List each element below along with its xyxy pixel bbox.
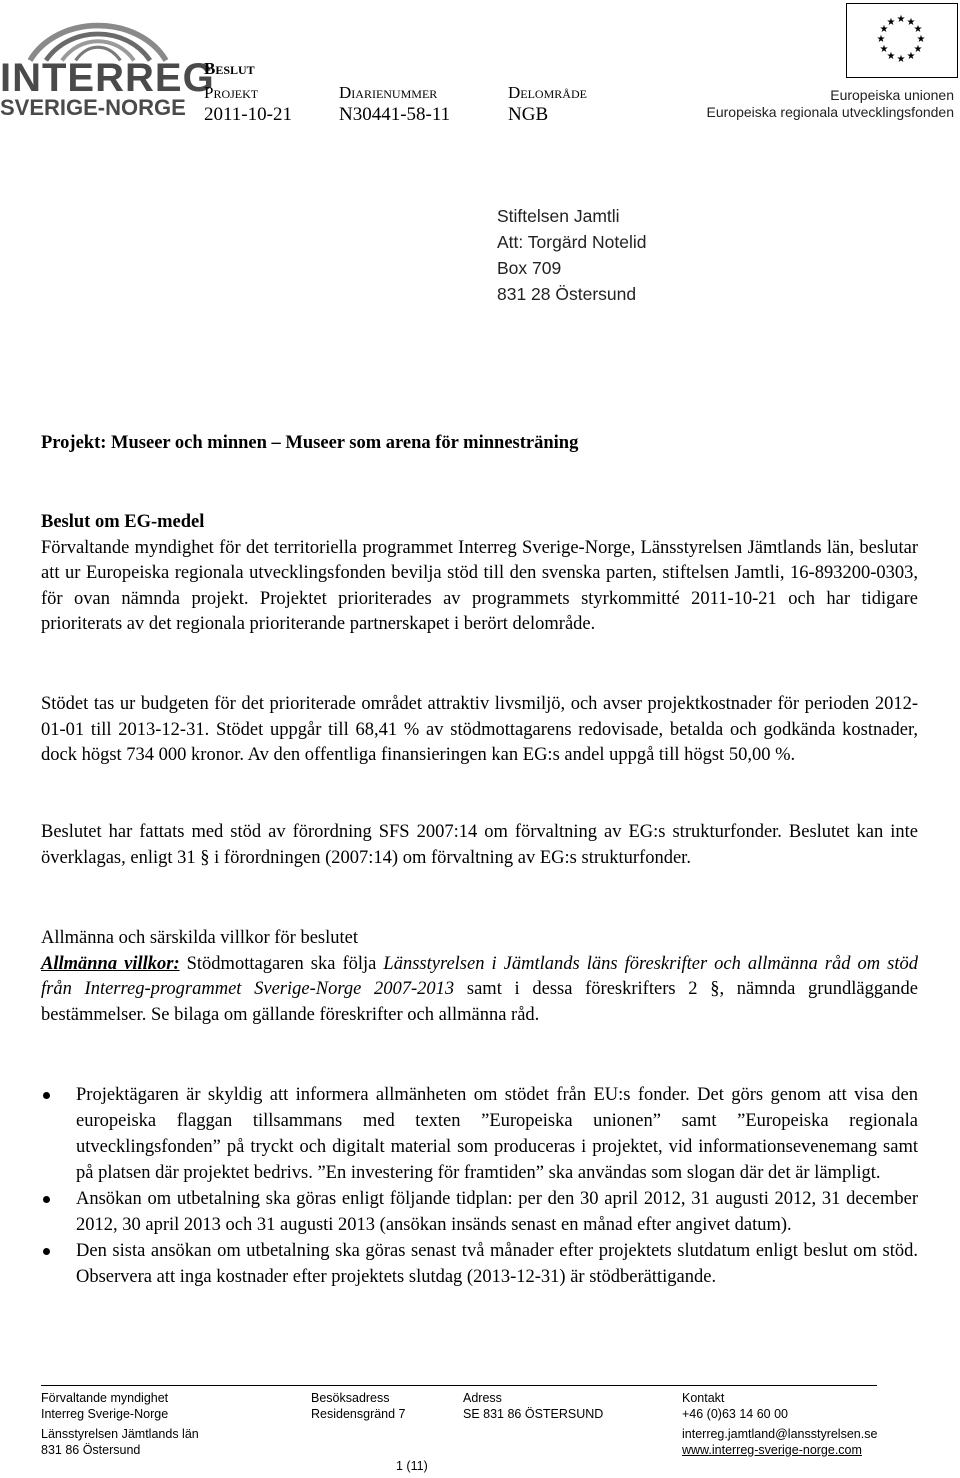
header-decision-block bbox=[204, 58, 292, 126]
recipient-line-3: Box 709 bbox=[497, 258, 562, 278]
conditions-text-b: samt i dessa föreskrifters 2 §, nämnda grundläggande bestämmelser. Se bilaga om gällande föreskrifter och allmänna råd. bbox=[41, 979, 918, 1025]
section-decision-paragraph: Förvaltande myndighet för det territoriella programmet Interreg Sverige-Norge, Länsstyrelsen Jämtlands län, beslutar att ur Europeiska regionala utvecklingsfonden bevilja stöd till den svenska parten, stiftelsen Jamtli, 16-893200-0303, för ovan nämnda projekt. Projektet prioriterades av programmets styrkommitté 2011-10-21 och har tidigare prioriterats av det regionala prioriterande partnerskapet i berört delområde. bbox=[41, 537, 918, 634]
delomrade-label: Delområde bbox=[508, 83, 587, 102]
decision-date: 2011-10-21 bbox=[204, 104, 292, 125]
svg-text:★: ★ bbox=[896, 14, 906, 25]
bullet-icon bbox=[43, 1196, 50, 1203]
svg-text:★: ★ bbox=[879, 44, 889, 55]
diarie-value: N30441-58-11 bbox=[339, 104, 451, 125]
logo-name: INTERREG bbox=[0, 56, 215, 100]
conditions-section bbox=[41, 926, 918, 1028]
bullet-icon bbox=[43, 1092, 50, 1099]
footer-postal bbox=[463, 1390, 603, 1422]
conditions-paragraph bbox=[41, 952, 918, 1029]
svg-text:★: ★ bbox=[906, 51, 916, 62]
project-label: Projekt bbox=[204, 83, 259, 102]
footer-visit-address: Residensgränd 7 bbox=[311, 1407, 406, 1421]
footer-visit-label: Besöksadress bbox=[311, 1391, 390, 1405]
footer-visit bbox=[311, 1390, 406, 1422]
recipient-line-2: Att: Torgärd Notelid bbox=[497, 232, 647, 252]
footer-website-link[interactable]: www.interreg-sverige-norge.com bbox=[682, 1443, 862, 1457]
eu-line-2: Europeiska regionala utvecklingsfonden bbox=[706, 104, 954, 120]
page-number: 1 (11) bbox=[396, 1459, 428, 1473]
svg-text:★: ★ bbox=[906, 17, 916, 28]
eu-flag-icon bbox=[846, 3, 958, 78]
eu-line-1: Europeiska unionen bbox=[830, 87, 954, 103]
svg-text:★: ★ bbox=[876, 34, 886, 45]
section-decision-heading: Beslut om EG-medel bbox=[41, 512, 205, 532]
footer-contact-label: Kontakt bbox=[682, 1391, 725, 1405]
recipient-address bbox=[497, 203, 646, 307]
footer-postal-label: Adress bbox=[463, 1391, 502, 1405]
recipient-line-1: Stiftelsen Jamtli bbox=[497, 206, 620, 226]
svg-text:★: ★ bbox=[886, 51, 896, 62]
footer-email[interactable]: interreg.jamtland@lansstyrelsen.se bbox=[682, 1427, 878, 1441]
eu-stars-icon bbox=[847, 4, 956, 76]
logo-subtitle: SVERIGE-NORGE bbox=[0, 95, 186, 120]
delomrade-value: NGB bbox=[508, 104, 549, 125]
recipient-line-4: 831 28 Östersund bbox=[497, 284, 637, 304]
interreg-logo bbox=[0, 0, 215, 125]
project-title: Projekt: Museer och minnen – Museer som arena för minnesträning bbox=[41, 433, 579, 453]
footer-divider bbox=[41, 1385, 877, 1386]
eu-caption bbox=[707, 87, 955, 121]
footer-authority-label: Förvaltande myndighet bbox=[41, 1391, 169, 1405]
svg-text:★: ★ bbox=[879, 24, 889, 35]
doc-type: Beslut bbox=[204, 59, 255, 78]
svg-text:★: ★ bbox=[886, 17, 896, 28]
list-item-text: Ansökan om utbetalning ska göras enligt följande tidplan: per den 30 april 2012, 31 augusti 2012, 31 december 2012, 30 april 2013 och 31 augusti 2013 (ansökan insänds senast en månad efter angivet datum). bbox=[76, 1189, 918, 1235]
footer-website-wrap bbox=[682, 1442, 877, 1458]
list-item-text: Projektägaren är skyldig att informera allmänheten om stödet från EU:s fonder. Det görs genom att visa den europeiska flaggan tillsammans med texten ”Europeiska unionen” samt ”Europeiska regionala utvecklingsfonden” på tryckt och digitalt material som produceras i projektet, vid informationsevenemang samt på platsen där projektet bedrivs. ”En investering för framtiden” ska användas som slogan där det är lämpligt. bbox=[76, 1085, 918, 1183]
logo-arc-icon bbox=[12, 14, 184, 62]
footer-phone: +46 (0)63 14 60 00 bbox=[682, 1407, 788, 1421]
header-diarie-block bbox=[339, 82, 450, 126]
conditions-text-a: Stödmottagaren ska följa bbox=[179, 953, 384, 974]
header-delomrade-block bbox=[508, 82, 587, 126]
footer-authority bbox=[41, 1390, 199, 1458]
footer-authority-org: Länsstyrelsen Jämtlands län bbox=[41, 1427, 199, 1441]
section-decision bbox=[41, 510, 918, 638]
legal-paragraph: Beslutet har fattats med stöd av förordning SFS 2007:14 om förvaltning av EG:s strukturfonder. Beslutet kan inte överklagas, enligt 31 § i förordningen (2007:14) om förvaltning av EG:s strukturfonder. bbox=[41, 822, 918, 868]
footer-postal-address: SE 831 86 ÖSTERSUND bbox=[463, 1407, 604, 1421]
conditions-list bbox=[41, 1082, 918, 1290]
svg-text:★: ★ bbox=[913, 44, 923, 55]
conditions-heading: Allmänna och särskilda villkor för beslutet bbox=[41, 928, 358, 948]
footer-authority-name: Interreg Sverige-Norge bbox=[41, 1407, 169, 1421]
svg-text:★: ★ bbox=[913, 24, 923, 35]
diarie-label: Diarienummer bbox=[339, 83, 438, 102]
list-item-text: Den sista ansökan om utbetalning ska göras senast två månader efter projektets slutdatum enligt beslut om stöd. Observera att inga kostnader efter projektets slutdag (2013-12-31) är stödberättigande. bbox=[76, 1241, 918, 1287]
conditions-label: Allmänna villkor: bbox=[41, 953, 180, 974]
footer-authority-city: 831 86 Östersund bbox=[41, 1443, 141, 1457]
bullet-icon bbox=[43, 1248, 50, 1255]
support-paragraph: Stödet tas ur budgeten för det prioriterade området attraktiv livsmiljö, och avser projektkostnader för perioden 2012-01-01 till 2013-12-31. Stödet uppgår till 68,41 % av stödmottagarens redovisade, betalda och godkända kostnader, dock högst 734 000 kronor. Av den offentliga finansieringen kan EG:s andel uppgå till högst 50,00 %. bbox=[41, 694, 918, 765]
regulation-title: Länsstyrelsen i Jämtlands läns föreskrifter och allmänna råd om stöd från Interreg-programmet Sverige-Norge 2007-2013 bbox=[41, 953, 918, 999]
footer-contact bbox=[682, 1390, 877, 1458]
list-item bbox=[41, 1238, 918, 1290]
svg-text:★: ★ bbox=[896, 54, 906, 65]
list-item bbox=[41, 1082, 918, 1186]
svg-text:★: ★ bbox=[916, 34, 926, 45]
list-item bbox=[41, 1186, 918, 1238]
